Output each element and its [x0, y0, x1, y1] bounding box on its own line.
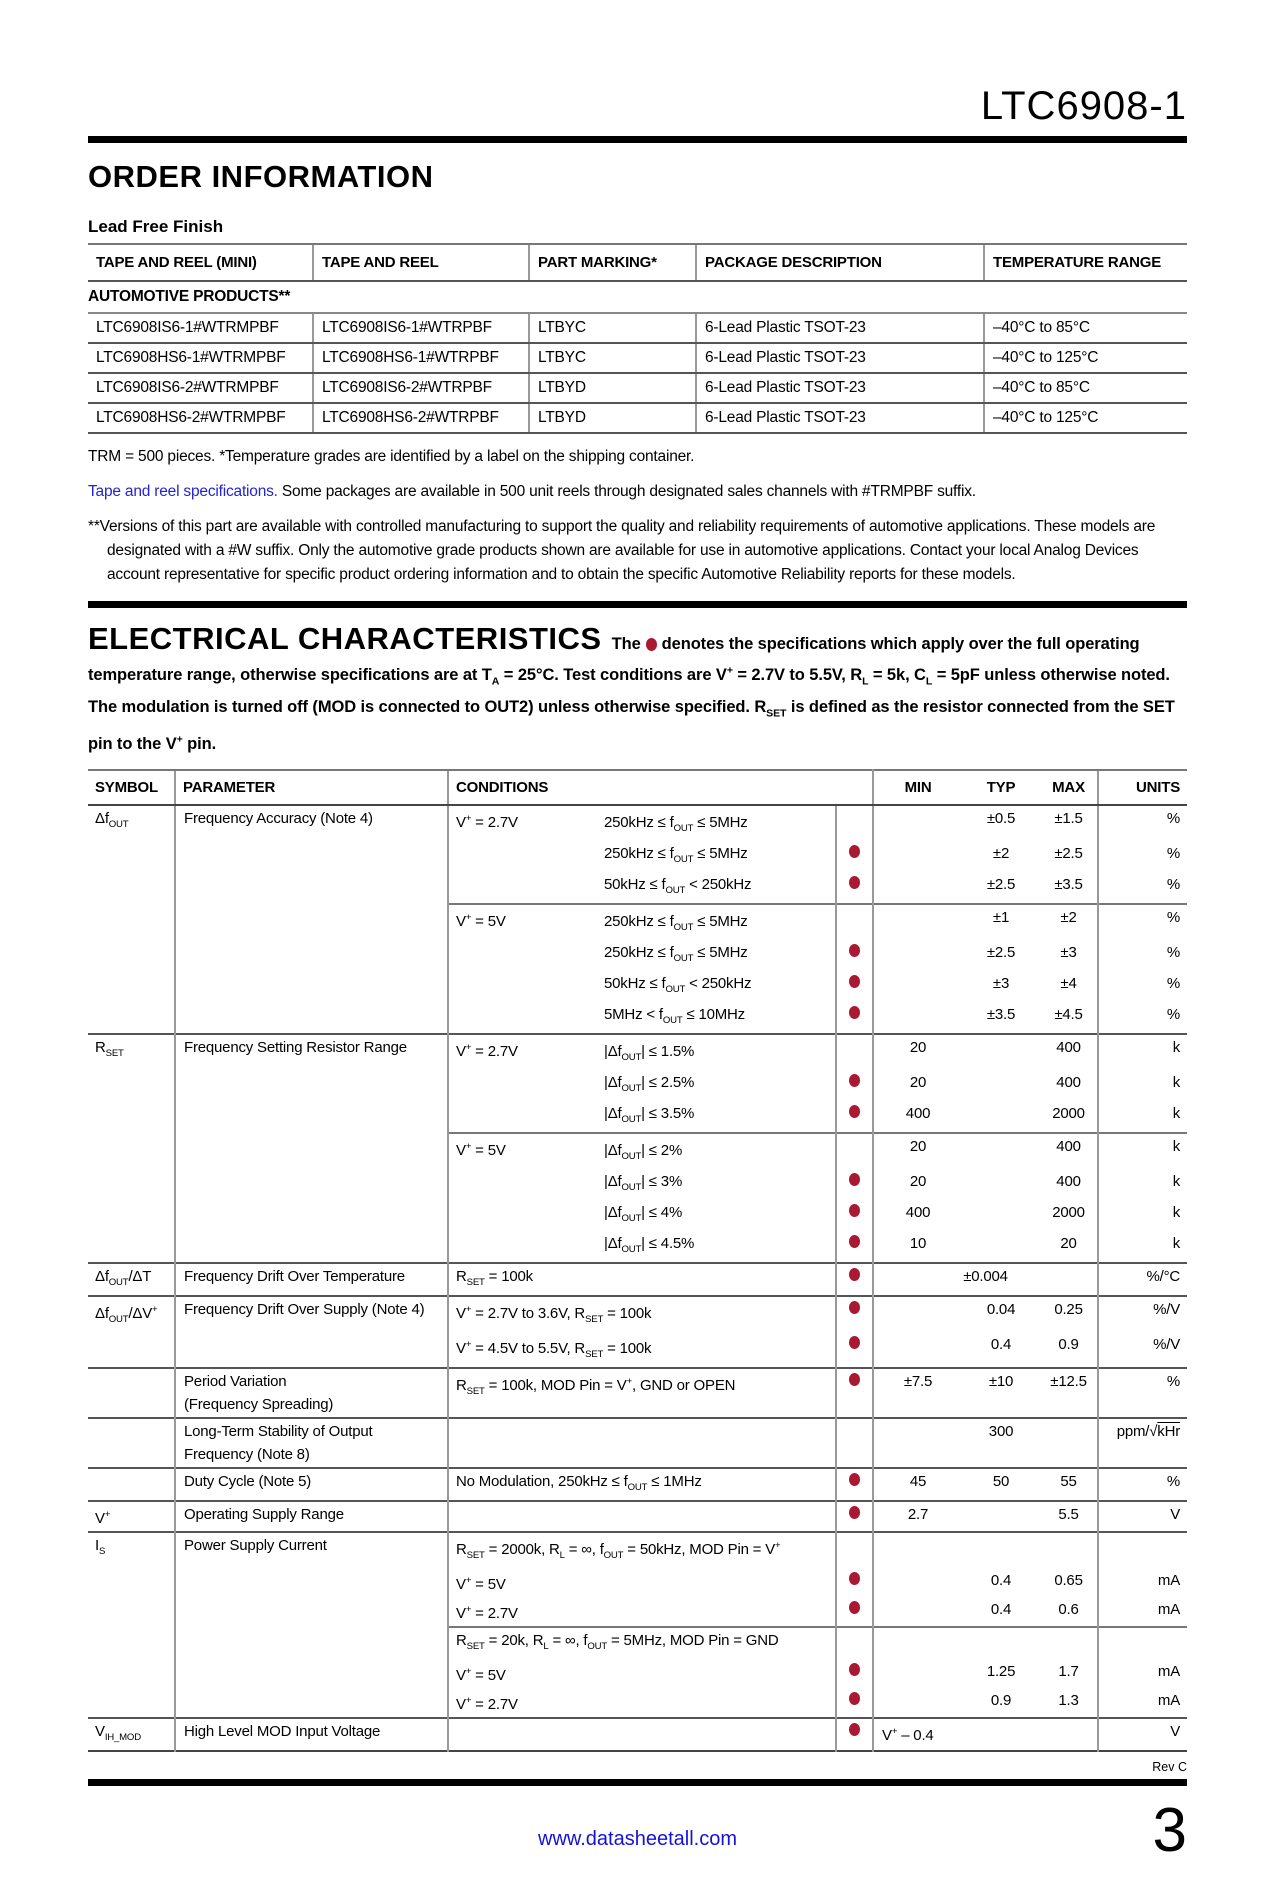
ec-typ: ±2: [992, 844, 1010, 862]
table-row: [88, 403, 1187, 433]
ec-units: mA: [1098, 1659, 1187, 1688]
order-cell: LTBYD: [529, 373, 696, 403]
ec-cond-detail: $50kHz \le f_{OUT} < 250kHz$: [604, 974, 752, 995]
ec-dot-cell: [836, 1468, 873, 1501]
header-rule: [88, 136, 1187, 143]
ec-conditions: [448, 904, 836, 940]
ec-cond-detail: $|\Delta f_{OUT}| \le 4\%$: [604, 1203, 683, 1224]
ec-typ: ±0.5: [986, 809, 1016, 827]
ec-symbol: $R_{SET}$: [88, 1034, 175, 1263]
ec-units: k: [1098, 1101, 1187, 1133]
ec-intro-pre: The: [611, 635, 641, 653]
ec-conditions: V+ = 5V: [448, 1568, 836, 1597]
order-cell: LTC6908IS6-2#WTRPBF: [313, 373, 529, 403]
ec-units: %/V: [1098, 1296, 1187, 1332]
ec-max: ±3.5: [1054, 875, 1083, 893]
ec-units: V: [1098, 1718, 1187, 1751]
order-cell: 6-Lead Plastic TSOT-23: [696, 343, 984, 373]
ec-units: %: [1098, 1002, 1187, 1034]
ec-cond-detail: $5MHz < f_{OUT} \le 10MHz$: [604, 1005, 745, 1026]
spec-bullet-icon: [849, 1173, 860, 1186]
ec-min: 20: [909, 1073, 927, 1091]
table-row: [88, 1368, 1187, 1418]
ec-max: 1.3: [1058, 1691, 1079, 1709]
ec-dot-cell: [836, 872, 873, 904]
ec-symbol: $\Delta f_{OUT}$: [88, 805, 175, 1034]
col-header-typ: TYP: [962, 770, 1040, 805]
ec-min: 20: [873, 1133, 962, 1169]
ec-conditions: [448, 1101, 836, 1133]
tape-reel-note-text: Some packages are available in 500 unit reels through designated sales channels with #TRMPBF suffix.: [277, 483, 976, 500]
ec-conditions: [448, 805, 836, 841]
ec-dot-cell: [836, 1231, 873, 1263]
spec-bullet-icon: [849, 1601, 860, 1614]
ec-dot-cell: [836, 904, 873, 940]
revision-label: Rev C: [1152, 1759, 1187, 1774]
order-cell: LTC6908HS6-2#WTRPBF: [313, 403, 529, 433]
tape-and-reel-specifications-link[interactable]: Tape and reel specifications.: [88, 483, 278, 500]
ec-cond-detail: $|\Delta f_{OUT}| \le 3.5\%$: [604, 1104, 695, 1125]
ec-conditions: V+ = 4.5V to 5.5V, $R_{SET} = 100k$: [448, 1332, 836, 1368]
spec-bullet-icon: [849, 1235, 860, 1248]
ec-typ: ±3.5: [986, 1005, 1016, 1023]
ec-dot-cell: [836, 1296, 873, 1332]
spec-bullet-icon: [849, 1105, 860, 1118]
footer-rule: [88, 1779, 1187, 1786]
ec-symbol: $V_{IH\_MOD}$: [88, 1718, 175, 1751]
ec-max: 0.9: [1058, 1335, 1079, 1353]
ec-conditions: [448, 971, 836, 1002]
ec-cond-detail: $250kHz \le f_{OUT} \le 5MHz$: [604, 844, 748, 865]
automotive-note: **Versions of this part are available with controlled manufacturing to support the quality and reliability requirements of automotive applications. These models are designated with a #W suffix. Only the automotive grade products shown are available for use in automotive applications. Contact your local Analog Devices account representative for specific product ordering information and to obtain the specific Automotive Reliability reports for these models.: [88, 518, 1156, 583]
ec-conditions: [448, 1070, 836, 1101]
ec-min: 400: [905, 1203, 931, 1221]
ec-dot-cell: [836, 1332, 873, 1368]
ec-symbol: $\Delta f_{OUT}/\Delta V^+$: [88, 1296, 175, 1368]
table-row: [88, 373, 1187, 403]
ec-conditions: $R_{SET} = 100k$: [448, 1263, 836, 1296]
ec-units: k: [1098, 1200, 1187, 1231]
order-cell: LTC6908IS6-1#WTRMPBF: [88, 313, 313, 343]
ec-typ: 0.4: [990, 1600, 1012, 1618]
spec-bullet-icon: [849, 944, 860, 957]
datasheet-site-link[interactable]: www.datasheetall.com: [538, 1827, 737, 1850]
order-table-header-row: [88, 244, 1187, 281]
ec-typ: 50: [962, 1468, 1040, 1501]
trm-note: TRM = 500 pieces. *Temperature grades are identified by a label on the shipping container.: [88, 448, 695, 465]
ec-parameter: Period Variation (Frequency Spreading): [175, 1368, 448, 1418]
tape-reel-note: [88, 480, 1187, 504]
electrical-characteristics-table: [88, 769, 1187, 1752]
ec-cond-detail: $50kHz \le f_{OUT} < 250kHz$: [604, 875, 752, 896]
ec-conditions: V+ = 5V: [448, 1659, 836, 1688]
electrical-characteristics-header: [88, 621, 1187, 757]
table-row: [88, 1418, 1187, 1468]
ec-cond-detail: $|\Delta f_{OUT}| \le 2\%$: [604, 1141, 683, 1162]
order-cell: LTBYC: [529, 343, 696, 373]
order-cell: –40°C to 85°C: [984, 373, 1187, 403]
ec-dot-cell: [836, 1034, 873, 1070]
ec-units: %: [1098, 805, 1187, 841]
ec-cond-sub: V+ = 5V: [456, 1140, 506, 1159]
ec-max: ±2.5: [1054, 844, 1083, 862]
ec-units: %: [1098, 841, 1187, 872]
table-row: [88, 1263, 1187, 1296]
ec-parameter: Duty Cycle (Note 5): [175, 1468, 448, 1501]
ec-min: 400: [905, 1104, 931, 1122]
spec-bullet-icon: [849, 876, 860, 889]
spec-bullet-icon: [849, 1373, 860, 1386]
ec-typ: ±10: [962, 1368, 1040, 1418]
ec-intro-text: denotes the specifications which apply over the full operating temperature range, otherwise specifications are at $T_A = 25^\circ C$. Test conditions are V+ = 2.7V to 5.5V, $R_L = 5k$, $C_L = 5pF$ unless otherwise noted. The modulation is turned off (MOD is connected to OUT2) unless otherwise specified. $R_{SET}$ is defined as the resistor connected from the SET pin to the V+ pin.: [88, 635, 1175, 753]
ec-dot-cell: [836, 1368, 873, 1418]
order-cell: LTC6908IS6-2#WTRMPBF: [88, 373, 313, 403]
order-cell: LTC6908IS6-1#WTRPBF: [313, 313, 529, 343]
ec-parameter: Frequency Accuracy (Note 4): [175, 805, 448, 1034]
ec-conditions: V+ = 2.7V: [448, 1688, 836, 1718]
ec-conditions: [448, 841, 836, 872]
ec-units: k: [1098, 1169, 1187, 1200]
ec-units: mA: [1098, 1568, 1187, 1597]
table-row: [88, 1296, 1187, 1332]
ec-parameter: Long-Term Stability of Output Frequency (Note 8): [175, 1418, 448, 1468]
col-header-conditions: CONDITIONS: [448, 770, 873, 805]
ec-dot-cell: [836, 1597, 873, 1627]
ec-conditions: $R_{SET} = 100k$, MOD Pin = V+, GND or OPEN: [448, 1368, 836, 1418]
spec-bullet-icon: [849, 975, 860, 988]
footer-link-wrap: [88, 1828, 1187, 1851]
lead-free-finish-label: Lead Free Finish: [88, 217, 224, 236]
ec-cond-sub: V+ = 5V: [456, 911, 506, 930]
ec-dot-cell: [836, 841, 873, 872]
ec-cond-detail: $250kHz \le f_{OUT} \le 5MHz$: [604, 813, 748, 834]
ec-min: ±7.5: [873, 1368, 962, 1418]
ec-max: 55: [1040, 1468, 1098, 1501]
ec-units: k: [1098, 1231, 1187, 1263]
order-cell: –40°C to 125°C: [984, 403, 1187, 433]
ec-parameter: Frequency Drift Over Supply (Note 4): [175, 1296, 448, 1368]
ec-cond-detail: $250kHz \le f_{OUT} \le 5MHz$: [604, 943, 748, 964]
ec-parameter: Operating Supply Range: [175, 1501, 448, 1532]
ec-max: 2000: [1052, 1203, 1085, 1221]
spec-bullet-icon: [849, 1006, 860, 1019]
ec-header-row: [88, 770, 1187, 805]
spec-bullet-icon: [849, 1268, 860, 1281]
ec-symbol: $I_S$: [88, 1532, 175, 1718]
ec-max: ±4.5: [1054, 1005, 1083, 1023]
page-number: 3: [1152, 1795, 1187, 1865]
ec-max: 0.65: [1054, 1571, 1083, 1589]
ec-max: ±4: [1060, 974, 1077, 992]
ec-dot-cell: [836, 805, 873, 841]
spec-bullet-icon: [849, 1723, 860, 1736]
ec-dot-cell: [836, 1263, 873, 1296]
ec-units: %/V: [1098, 1332, 1187, 1368]
order-cell: 6-Lead Plastic TSOT-23: [696, 313, 984, 343]
spec-bullet-icon: [849, 1301, 860, 1314]
ec-typ: 1.25: [986, 1662, 1016, 1680]
ec-units: %: [1098, 872, 1187, 904]
ec-units: V: [1098, 1501, 1187, 1532]
ec-conditions: V+ = 2.7V to 3.6V, $R_{SET} = 100k$: [448, 1296, 836, 1332]
ec-max: ±2: [1040, 904, 1098, 940]
section-rule: [88, 601, 1187, 608]
ec-min: 2.7: [873, 1501, 962, 1532]
ec-max: 2000: [1052, 1104, 1085, 1122]
order-cell: 6-Lead Plastic TSOT-23: [696, 403, 984, 433]
ec-dot-cell: [836, 971, 873, 1002]
automotive-products-label: AUTOMOTIVE PRODUCTS**: [88, 281, 1187, 313]
ec-dot-cell: [836, 1101, 873, 1133]
ec-conditions: [448, 872, 836, 904]
ec-conditions: [448, 1133, 836, 1169]
ec-units: k: [1098, 1133, 1187, 1169]
ec-cond-sub: V+ = 2.7V: [456, 1041, 518, 1060]
col-header-part-marking: PART MARKING*: [529, 244, 696, 281]
ec-min: 10: [909, 1234, 927, 1252]
col-header-min: MIN: [873, 770, 962, 805]
spec-bullet-icon: [849, 1663, 860, 1676]
order-information-title: ORDER INFORMATION: [88, 159, 434, 194]
ec-typ: 0.4: [990, 1571, 1012, 1589]
ec-units: ppm/√kHr: [1098, 1418, 1187, 1468]
col-header-max: MAX: [1040, 770, 1098, 805]
ec-max: 0.6: [1058, 1600, 1079, 1618]
electrical-characteristics-title: ELECTRICAL CHARACTERISTICS: [88, 621, 602, 656]
ec-typ: ±2.5: [986, 875, 1016, 893]
ec-typ: ±2.5: [986, 943, 1016, 961]
ec-cond-sub: V+ = 2.7V: [456, 812, 518, 831]
order-cell: LTC6908HS6-2#WTRMPBF: [88, 403, 313, 433]
ec-cond-detail: $250kHz \le f_{OUT} \le 5MHz$: [604, 912, 748, 933]
part-number: LTC6908-1: [980, 84, 1187, 128]
ec-conditions: [448, 1002, 836, 1034]
ec-units: k: [1098, 1070, 1187, 1101]
ec-cond-detail: $|\Delta f_{OUT}| \le 4.5\%$: [604, 1234, 695, 1255]
spec-bullet-icon: [646, 638, 657, 651]
ec-units: k: [1098, 1034, 1187, 1070]
ec-units: %: [1098, 904, 1187, 940]
ec-max: 0.25: [1040, 1296, 1098, 1332]
spec-bullet-icon: [849, 1074, 860, 1087]
order-table: [88, 243, 1187, 434]
ec-dot-cell: [836, 1718, 873, 1751]
ec-cond-detail: $|\Delta f_{OUT}| \le 1.5\%$: [604, 1042, 695, 1063]
ec-units: %: [1098, 940, 1187, 971]
ec-conditions: [448, 940, 836, 971]
table-row: [88, 343, 1187, 373]
ec-typ: ±1: [962, 904, 1040, 940]
ec-max: 400: [1040, 1034, 1098, 1070]
ec-max: 1.7: [1058, 1662, 1079, 1680]
ec-typ: ±0.004: [873, 1263, 1098, 1296]
ec-conditions: V+ = 2.7V: [448, 1597, 836, 1627]
ec-dot-cell: [836, 1070, 873, 1101]
order-cell: LTBYD: [529, 403, 696, 433]
ec-typ: ±3: [992, 974, 1010, 992]
ec-conditions: [448, 1034, 836, 1070]
spec-bullet-icon: [849, 845, 860, 858]
order-cell: –40°C to 85°C: [984, 313, 1187, 343]
table-row: [88, 1532, 1187, 1568]
order-cell: 6-Lead Plastic TSOT-23: [696, 373, 984, 403]
ec-cond-detail: $|\Delta f_{OUT}| \le 3\%$: [604, 1172, 683, 1193]
ec-max: ±1.5: [1054, 809, 1083, 827]
ec-max: 20: [1060, 1234, 1077, 1252]
order-cell: –40°C to 125°C: [984, 343, 1187, 373]
ec-units: %: [1098, 971, 1187, 1002]
ec-units: mA: [1098, 1597, 1187, 1627]
ec-dot-cell: [836, 1133, 873, 1169]
ec-max: 5.5: [1040, 1501, 1098, 1532]
col-header-units: UNITS: [1098, 770, 1187, 805]
automotive-products-row: [88, 281, 1187, 313]
ec-parameter: Power Supply Current: [175, 1532, 448, 1718]
ec-parameter: Frequency Setting Resistor Range: [175, 1034, 448, 1263]
col-header-package-description: PACKAGE DESCRIPTION: [696, 244, 984, 281]
ec-dot-cell: [836, 1169, 873, 1200]
spec-bullet-icon: [849, 1692, 860, 1705]
ec-min: [873, 805, 962, 841]
table-row: [88, 1034, 1187, 1070]
ec-dot-cell: [836, 1501, 873, 1532]
ec-max: ±12.5: [1040, 1368, 1098, 1418]
col-header-parameter: PARAMETER: [175, 770, 448, 805]
spec-bullet-icon: [849, 1473, 860, 1486]
col-header-tape-reel-mini: TAPE AND REEL (MINI): [88, 244, 313, 281]
spec-bullet-icon: [849, 1506, 860, 1519]
order-cell: LTC6908HS6-1#WTRPBF: [313, 343, 529, 373]
ec-min: 20: [909, 1172, 927, 1190]
ec-max: 400: [1040, 1133, 1098, 1169]
ec-max: 400: [1056, 1172, 1081, 1190]
ec-dot-cell: [836, 1568, 873, 1597]
ec-conditions: No Modulation, $250kHz \le f_{OUT} \le 1MHz$: [448, 1468, 836, 1501]
ec-conditions: [448, 1200, 836, 1231]
col-header-temperature-range: TEMPERATURE RANGE: [984, 244, 1187, 281]
ec-parameter: Frequency Drift Over Temperature: [175, 1263, 448, 1296]
ec-dot-cell: [836, 1659, 873, 1688]
table-row: [88, 1468, 1187, 1501]
table-row: [88, 313, 1187, 343]
ec-typ: 0.9: [990, 1691, 1012, 1709]
spec-bullet-icon: [849, 1572, 860, 1585]
ec-units: %/°C: [1098, 1263, 1187, 1296]
ec-units: %: [1098, 1368, 1187, 1418]
ec-conditions: $R_{SET} = 20k$, $R_L$ = ∞, $f_{OUT} = 5MHz$, MOD Pin = GND: [448, 1627, 836, 1659]
ec-min: 20: [873, 1034, 962, 1070]
ec-dot-cell: [836, 1200, 873, 1231]
ec-dot-cell: [836, 940, 873, 971]
ec-min: V+ – 0.4: [873, 1718, 1098, 1751]
order-cell: LTC6908HS6-1#WTRMPBF: [88, 343, 313, 373]
ec-units: mA: [1098, 1688, 1187, 1718]
ec-max: 400: [1056, 1073, 1081, 1091]
ec-dot-cell: [836, 1688, 873, 1718]
table-row: [88, 1718, 1187, 1751]
spec-bullet-icon: [849, 1336, 860, 1349]
ec-conditions: [448, 1169, 836, 1200]
table-row: [88, 1501, 1187, 1532]
order-cell: LTBYC: [529, 313, 696, 343]
ec-symbol: $\Delta f_{OUT}/\Delta T$: [88, 1263, 175, 1296]
col-header-symbol: SYMBOL: [88, 770, 175, 805]
ec-dot-cell: [836, 1002, 873, 1034]
ec-conditions: [448, 1231, 836, 1263]
table-row: [88, 805, 1187, 841]
ec-parameter: High Level MOD Input Voltage: [175, 1718, 448, 1751]
page-footer: [88, 1795, 1187, 1892]
ec-typ: 300: [962, 1418, 1040, 1468]
ec-max: ±3: [1060, 943, 1077, 961]
spec-bullet-icon: [849, 1204, 860, 1217]
col-header-tape-reel: TAPE AND REEL: [313, 244, 529, 281]
ec-units: %: [1098, 1468, 1187, 1501]
ec-min: 45: [873, 1468, 962, 1501]
ec-typ: 0.4: [990, 1335, 1012, 1353]
ec-conditions: $R_{SET} = 2000k$, $R_L$ = ∞, $f_{OUT} = 50kHz$, MOD Pin = V+: [448, 1532, 836, 1568]
ec-cond-detail: $|\Delta f_{OUT}| \le 2.5\%$: [604, 1073, 695, 1094]
ec-symbol: V+: [88, 1501, 175, 1532]
ec-typ: 0.04: [962, 1296, 1040, 1332]
